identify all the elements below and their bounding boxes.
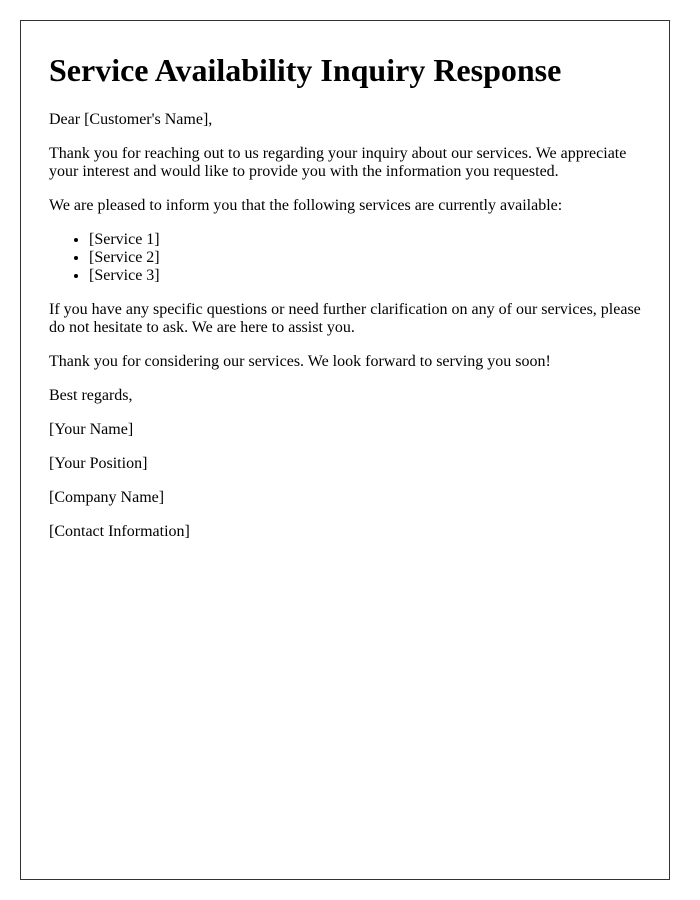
signature-contact: [Contact Information] [49, 522, 190, 540]
thanks-paragraph: Thank you for considering our services. We look forward to serving you soon! [49, 352, 551, 370]
closing: Best regards, [49, 386, 133, 404]
greeting: Dear [Customer's Name], [49, 110, 213, 128]
availability-paragraph: We are pleased to inform you that the following services are currently available: [49, 196, 563, 214]
list-item-service-2: • [Service 2] [89, 249, 649, 267]
questions-paragraph: If you have any specific questions or need further clarification on any of our services, please do not hesitate to ask. We are here to assist you. [49, 300, 641, 336]
list-item-service-1: • [Service 1] [89, 231, 649, 249]
services-list [49, 231, 649, 285]
list-item-service-3: • [Service 3] [89, 267, 649, 285]
intro-paragraph: Thank you for reaching out to us regarding your inquiry about our services. We appreciate your interest and would like to provide you with the information you requested. [49, 144, 627, 180]
signature-company: [Company Name] [49, 488, 165, 506]
signature-name: [Your Name] [49, 420, 134, 438]
signature-position: [Your Position] [49, 454, 148, 472]
letter-title: Service Availability Inquiry Response [49, 52, 562, 88]
letter-document [20, 20, 670, 880]
